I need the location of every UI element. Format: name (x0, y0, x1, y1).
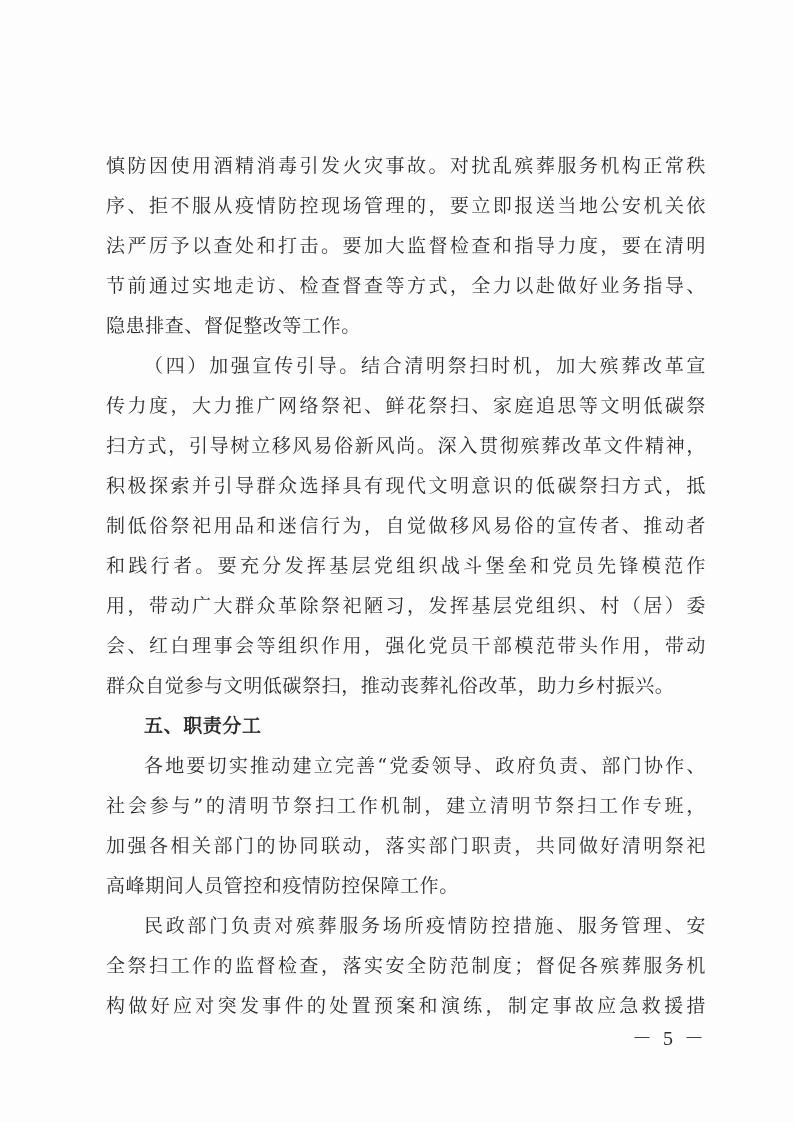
text-line: 隐患排查、督促整改等工作。 (106, 315, 361, 337)
section-heading-line: （四）加强宣传引导。结合清明祭扫时机，加大殡葬改革宣 (144, 355, 706, 377)
section-title: 五、职责分工 (144, 715, 262, 737)
text-line: 慎防因使用酒精消毒引发火灾事故。对扰乱殡葬服务机构正常秩 (106, 155, 706, 177)
text-line: 法严厉予以查处和打击。要加大监督检查和指导力度，要在清明 (106, 235, 706, 257)
text-line: 各地要切实推动建立完善“党委领导、政府负责、部门协作、 (144, 755, 706, 777)
text-line: 制低俗祭祀用品和迷信行为，自觉做移风易俗的宣传者、推动者 (106, 515, 706, 537)
text-line: 加强各相关部门的协同联动，落实部门职责，共同做好清明祭祀 (106, 835, 706, 857)
page-number: － 5 － (632, 1028, 707, 1050)
text-line: 会、红白理事会等组织作用，强化党员干部模范带头作用，带动 (106, 635, 706, 657)
text-line: 节前通过实地走访、检查督查等方式，全力以赴做好业务指导、 (106, 275, 706, 297)
text-line: 用，带动广大群众革除祭祀陋习，发挥基层党组织、村（居）委 (106, 595, 706, 617)
text-line: 社会参与”的清明节祭扫工作机制，建立清明节祭扫工作专班， (106, 795, 706, 817)
text-line: 序、拒不服从疫情防控现场管理的，要立即报送当地公安机关依 (106, 195, 706, 217)
text-line: 构做好应对突发事件的处置预案和演练，制定事故应急救援措 (106, 995, 706, 1017)
text-line: 传力度，大力推广网络祭祀、鲜花祭扫、家庭追思等文明低碳祭 (106, 395, 706, 417)
text-line: 扫方式，引导树立移风易俗新风尚。深入贯彻殡葬改革文件精神， (106, 435, 706, 457)
text-line: 高峰期间人员管控和疫情防控保障工作。 (106, 875, 459, 897)
text-line: 和践行者。要充分发挥基层党组织战斗堡垒和党员先锋模范作 (106, 555, 706, 577)
text-line: 群众自觉参与文明低碳祭扫，推动丧葬礼俗改革，助力乡村振兴。 (106, 675, 675, 697)
text-line: 积极探索并引导群众选择具有现代文明意识的低碳祭扫方式，抵 (106, 475, 706, 497)
body-text (106, 146, 706, 1026)
text-line: 民政部门负责对殡葬服务场所疫情防控措施、服务管理、安 (144, 915, 706, 937)
text-line: 全祭扫工作的监督检查，落实安全防范制度；督促各殡葬服务机 (106, 955, 706, 977)
